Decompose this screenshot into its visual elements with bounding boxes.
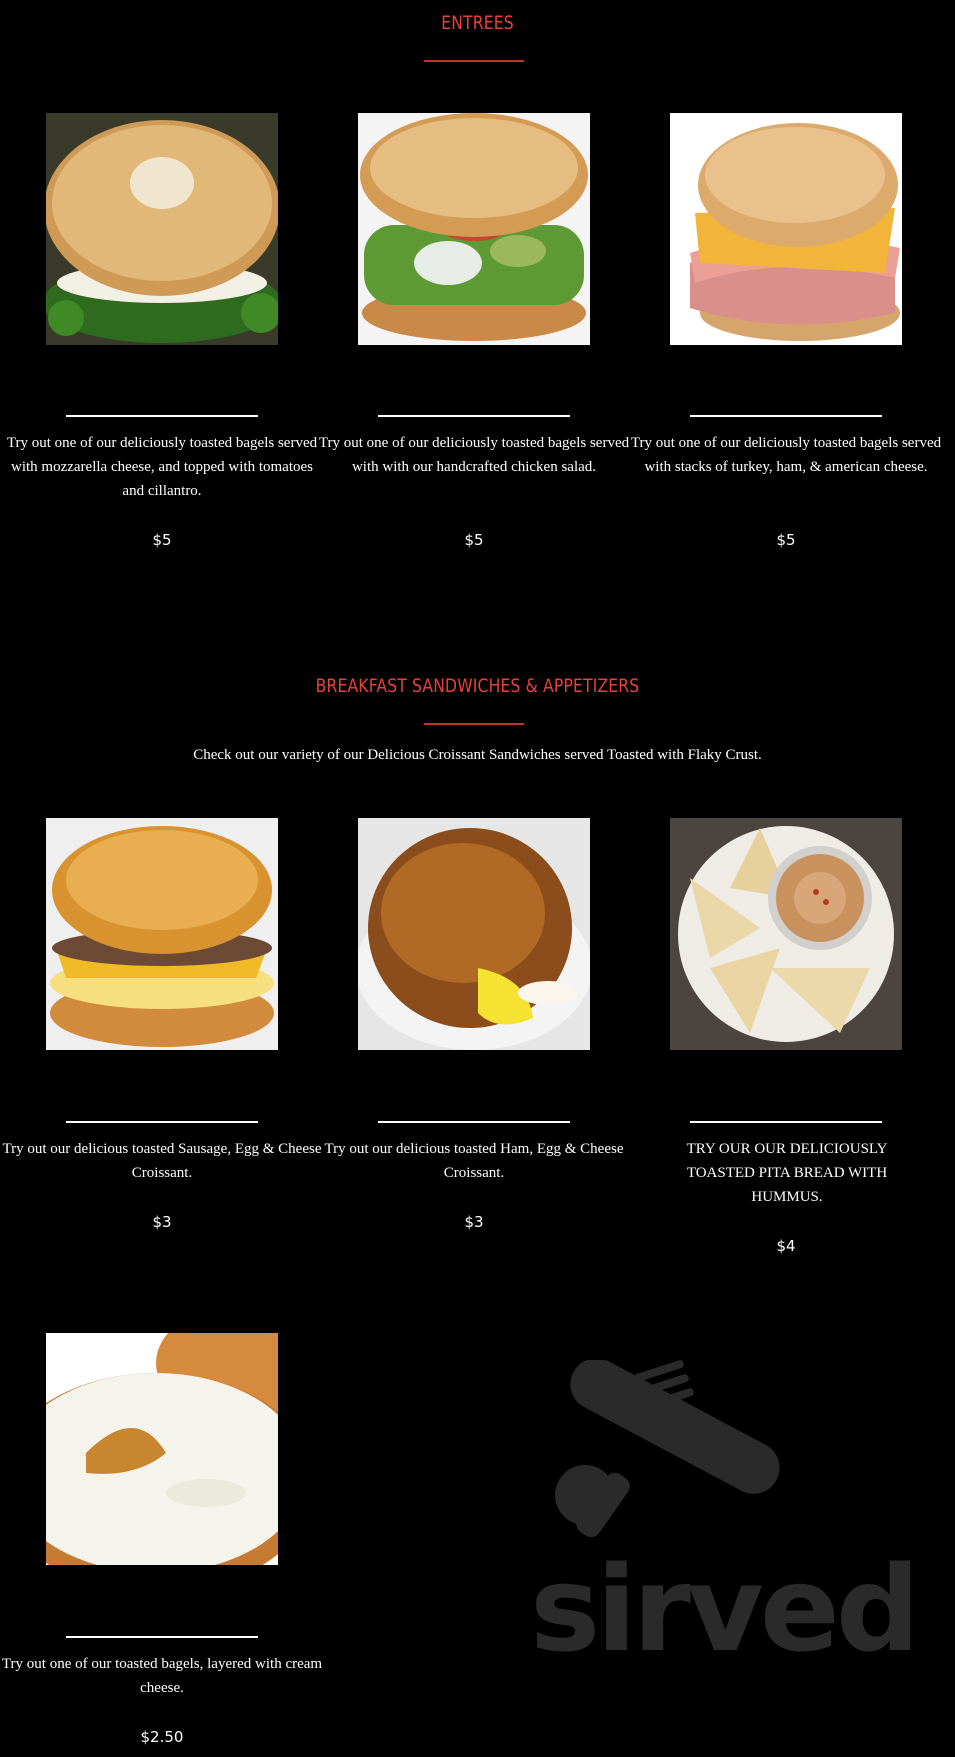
item-price: $3 [152, 1213, 172, 1231]
item-price: $4 [776, 1237, 796, 1255]
bagel-turkey-ham-photo [670, 113, 902, 345]
item-description: Try out our delicious toasted Ham, Egg & Cheese Croissant. [324, 1141, 624, 1181]
breakfast-title-rule [424, 723, 524, 725]
sausage-croissant-photo [46, 818, 278, 1050]
item-description: Try out one of our deliciously toasted bagels served with with our handcrafted chicken salad. [318, 435, 630, 475]
entrees-title-rule [424, 60, 524, 62]
ham-croissant-photo [358, 818, 590, 1050]
item-divider [66, 415, 258, 417]
item-divider [690, 1121, 882, 1123]
item-divider [690, 415, 882, 417]
item-divider [378, 1121, 570, 1123]
pita-hummus-photo [670, 818, 902, 1050]
item-description: Try out one of our toasted bagels, layered with cream cheese. [1, 1656, 323, 1696]
item-description: TRY OUR OUR DELICIOUSLY TOASTED PITA BREAD WITH HUMMUS. [686, 1141, 888, 1205]
breakfast-title: BREAKFAST SANDWICHES & APPETIZERS [315, 675, 640, 697]
item-description: Try out one of our deliciously toasted bagels served with mozzarella cheese, and topped with tomatoes and cillantro. [6, 435, 318, 499]
item-price: $3 [464, 1213, 484, 1231]
item-description: Try out one of our deliciously toasted bagels served with stacks of turkey, ham, & american cheese. [630, 435, 942, 475]
sirved-watermark-logo [520, 1360, 910, 1680]
item-price: $2.50 [140, 1728, 184, 1746]
item-price: $5 [464, 531, 484, 549]
item-description: Try out our delicious toasted Sausage, Egg & Cheese Croissant. [2, 1141, 322, 1181]
bagel-mozzarella-photo [46, 113, 278, 345]
item-divider [66, 1636, 258, 1638]
item-divider [66, 1121, 258, 1123]
item-price: $5 [776, 531, 796, 549]
cream-cheese-bagel-photo [46, 1333, 278, 1565]
entrees-title: ENTREES [441, 12, 514, 34]
item-divider [378, 415, 570, 417]
breakfast-intro: Check out our variety of our Delicious Croissant Sandwiches served Toasted with Flaky Crust. [193, 747, 762, 763]
item-price: $5 [152, 531, 172, 549]
bagel-chicken-salad-photo [358, 113, 590, 345]
watermark-text: sirved [530, 1540, 910, 1678]
